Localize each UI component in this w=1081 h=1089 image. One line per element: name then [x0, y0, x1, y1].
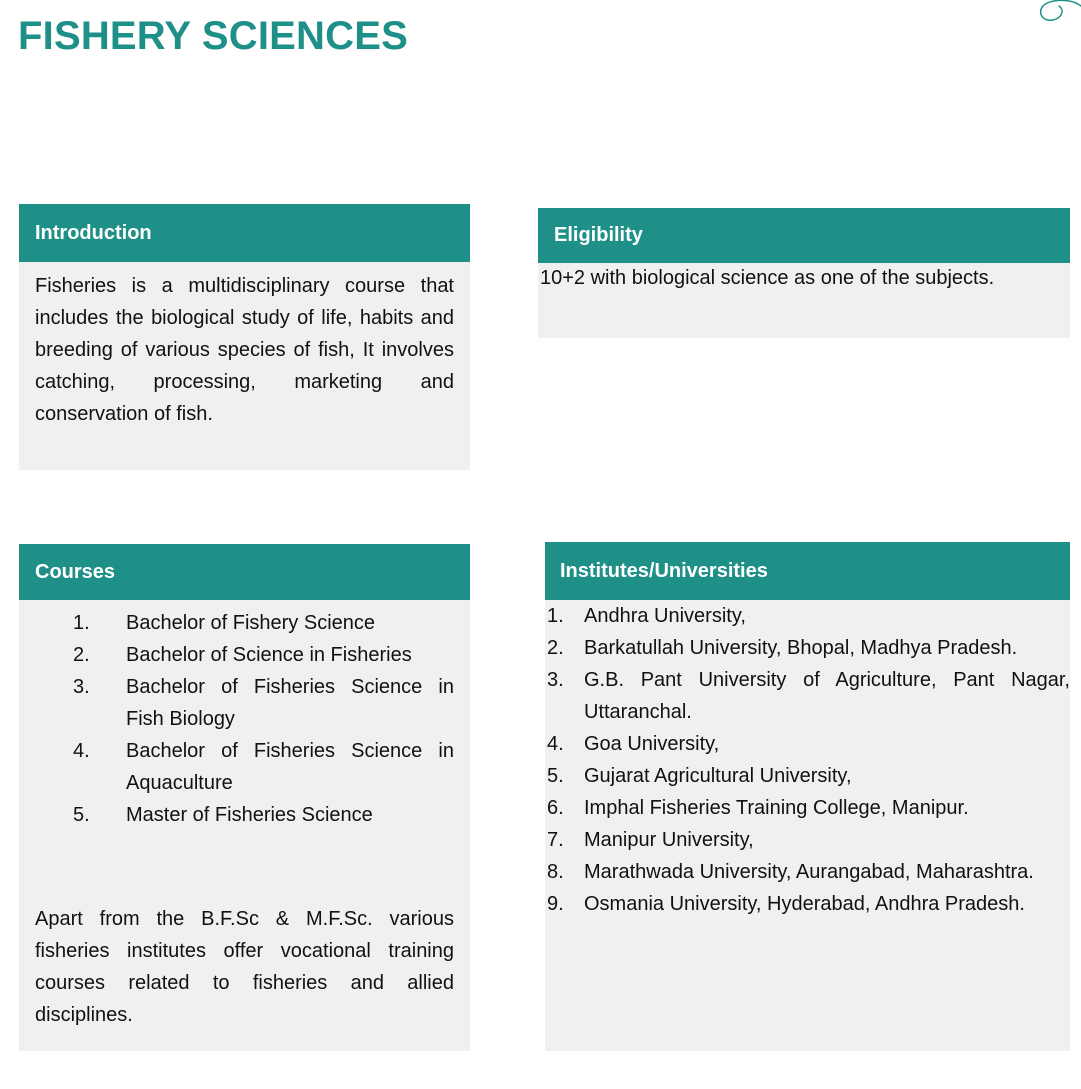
- list-item-label: Imphal Fisheries Training College, Manipur.: [584, 797, 969, 819]
- list-item-number: 1.: [73, 612, 90, 634]
- list-item-label: Osmania University, Hyderabad, Andhra Pradesh.: [584, 893, 1025, 915]
- courses-heading: Courses: [19, 544, 470, 600]
- courses-list: [35, 607, 454, 831]
- list-item-label: G.B. Pant University of Agriculture, Pant Nagar, Uttaranchal.: [584, 669, 1070, 723]
- list-item-label: Gujarat Agricultural University,: [584, 765, 852, 787]
- list-item-label: Master of Fisheries Science: [126, 804, 373, 826]
- list-item-label: Bachelor of Science in Fisheries: [126, 644, 412, 666]
- eligibility-heading: Eligibility: [538, 208, 1070, 263]
- list-item-label: Bachelor of Fisheries Science in Fish Biology: [126, 676, 454, 730]
- list-item-number: 8.: [547, 861, 564, 883]
- swirl-icon: [1035, 0, 1081, 30]
- list-item: [547, 632, 1070, 664]
- list-item-label: Marathwada University, Aurangabad, Maharashtra.: [584, 861, 1034, 883]
- list-item-label: Bachelor of Fishery Science: [126, 612, 376, 634]
- institutes-body: [545, 600, 1070, 920]
- courses-card: [19, 544, 470, 1051]
- list-item: [73, 799, 454, 831]
- list-item: [73, 607, 454, 639]
- list-item-number: 5.: [547, 765, 564, 787]
- list-item-label: Goa University,: [584, 733, 720, 755]
- courses-note: Apart from the B.F.Sc & M.F.Sc. various fisheries institutes offer vocational training courses related to fisheries and allied disciplines.: [35, 908, 454, 1026]
- list-item-number: 4.: [73, 740, 90, 762]
- list-item: [547, 824, 1070, 856]
- list-item-label: Bachelor of Fisheries Science in Aquaculture: [126, 740, 454, 794]
- list-item: [73, 735, 454, 799]
- introduction-heading: Introduction: [19, 204, 470, 262]
- list-item-number: 2.: [547, 637, 564, 659]
- list-item: [73, 639, 454, 671]
- institutes-list: [547, 600, 1070, 920]
- list-item: [547, 792, 1070, 824]
- list-item-number: 4.: [547, 733, 564, 755]
- list-item: [73, 671, 454, 735]
- list-item-number: 5.: [73, 804, 90, 826]
- introduction-text: Fisheries is a multidisciplinary course that includes the biological study of life, habits and breeding of various species of fish, It involves catching, processing, marketing and conservation of fish.: [35, 275, 454, 425]
- institutes-heading: Institutes/Universities: [545, 542, 1070, 600]
- courses-body: [19, 600, 470, 1031]
- list-item-number: 3.: [547, 669, 564, 691]
- list-item: [547, 760, 1070, 792]
- list-item-number: 3.: [73, 676, 90, 698]
- list-item-number: 1.: [547, 605, 564, 627]
- institutes-card: [545, 542, 1070, 1051]
- page-title: FISHERY SCIENCES: [18, 14, 408, 58]
- list-item-number: 2.: [73, 644, 90, 666]
- list-item-number: 6.: [547, 797, 564, 819]
- eligibility-card: [538, 208, 1070, 338]
- eligibility-text: 10+2 with biological science as one of the subjects.: [540, 267, 995, 289]
- list-item: [547, 888, 1070, 920]
- list-item-label: Manipur University,: [584, 829, 754, 851]
- list-item-label: Andhra University,: [584, 605, 746, 627]
- list-item: [547, 600, 1070, 632]
- introduction-card: [19, 204, 470, 470]
- list-item: [547, 728, 1070, 760]
- list-item-label: Barkatullah University, Bhopal, Madhya Pradesh.: [584, 637, 1018, 659]
- list-item: [547, 856, 1070, 888]
- list-item-number: 9.: [547, 893, 564, 915]
- list-item: [547, 664, 1070, 728]
- list-item-number: 7.: [547, 829, 564, 851]
